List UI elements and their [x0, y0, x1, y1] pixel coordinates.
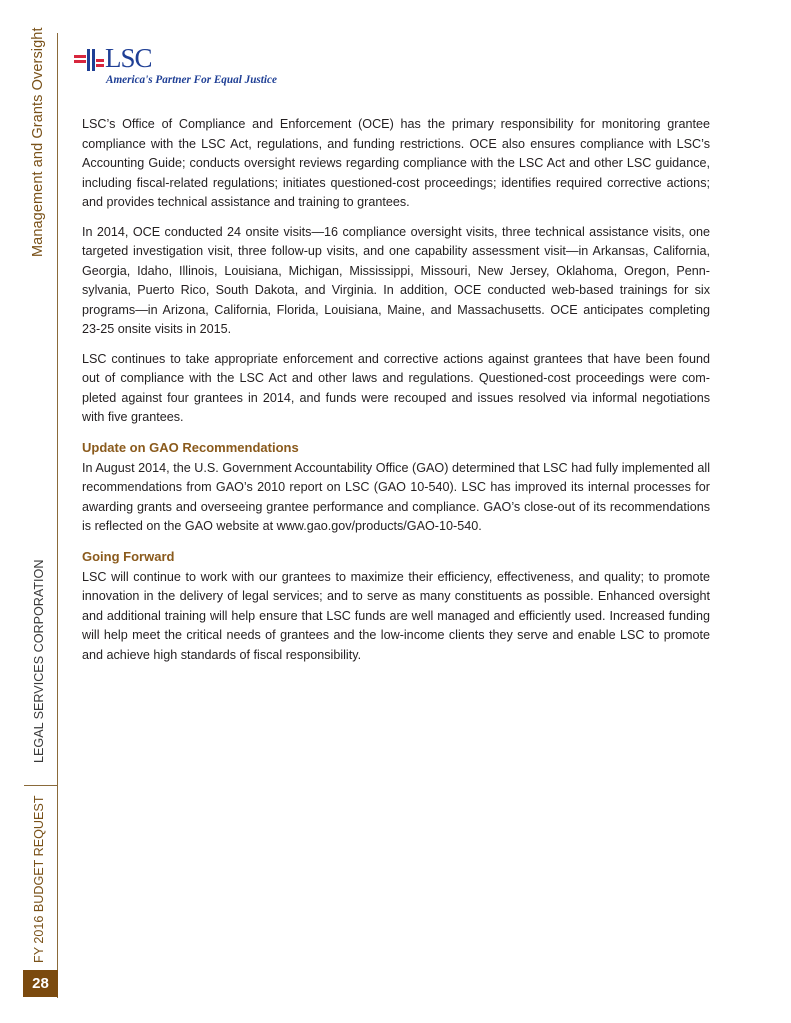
- page-number: 28: [23, 970, 58, 997]
- lsc-cross-mark-icon: [74, 49, 104, 71]
- lsc-wordmark: LSC: [105, 43, 152, 73]
- paragraph-oce-overview: LSC’s Office of Compliance and Enforcement (OCE) has the primary responsibility for monitoring grantee compliance with the LSC Act, regulations, and funding restrictions. OCE also ensures compliance with LSC’s Accounting Guide; conducts oversight reviews regarding compliance with the LSC Act and other LSC guidance, including fiscal-related regulations; initiates questioned-cost proceedings; identifies required corrective actions; and provides technical assistance and training to grantees.: [82, 117, 710, 209]
- organization-name-vertical: LEGAL SERVICES CORPORATION: [32, 559, 46, 763]
- margin-divider-line: [57, 33, 58, 998]
- section-title-vertical: Management and Grants Oversight: [30, 27, 46, 257]
- paragraph-gao-recommendations: In August 2014, the U.S. Government Accountability Office (GAO) determined that LSC had fully implemented all recommendations from GAO’s 2010 report on LSC (GAO 10-540). LSC has improved its internal processes for awarding grants and overseeing grantee performance and compliance. GAO’s close-out of its recommendations is reflected on the GAO website at www.gao.gov/products/GAO-10-540.: [82, 460, 710, 533]
- paragraph-going-forward: LSC will continue to work with our grantees to maximize their efficiency, effectiveness, and quality; to promote innovation in the delivery of legal services; and to serve as many constituents as possible. Enhanced oversight and additional training will help ensure that LSC funds are well managed and efficiently used. Increased funding will help meet the critical needs of grantees and the low-income clients they serve and enable LSC to promote and achieve high standards of fiscal responsibility.: [82, 569, 710, 662]
- lsc-logo: [74, 43, 277, 91]
- heading-going-forward: Going Forward: [82, 548, 175, 564]
- paragraph-enforcement: LSC continues to take appropriate enforcement and corrective actions against grantees that have been found out of compliance with the LSC Act and other laws and regulations. Questioned-cost proceedings were completed against four grantees in 2014, and funds were recouped and issues resolved via informal negotiations with five grantees.: [82, 351, 710, 424]
- paragraph-onsite-visits: In 2014, OCE conducted 24 onsite visits—16 compliance oversight visits, three technical assistance visits, one targeted investigation visit, three follow-up visits, and one capability assessment visit—in Arkansas, California, Georgia, Idaho, Illinois, Louisiana, Michigan, Mississippi, Missouri, New Jersey, Oklahoma, Oregon, Pennsylvania, Puerto Rico, South Dakota, and Virginia. In addition, OCE conducted web-based trainings for six programs—in Arizona, California, Florida, Louisiana, Maine, and Massachusetts. OCE anticipates completing 23-25 onsite visits in 2015.: [82, 224, 710, 336]
- heading-gao-recommendations: Update on GAO Recommendations: [82, 439, 299, 455]
- main-content: [82, 115, 710, 675]
- document-title-vertical: FY 2016 BUDGET REQUEST: [32, 795, 46, 963]
- logo-tagline: America's Partner For Equal Justice: [106, 74, 277, 86]
- margin-tick-divider: [24, 785, 58, 786]
